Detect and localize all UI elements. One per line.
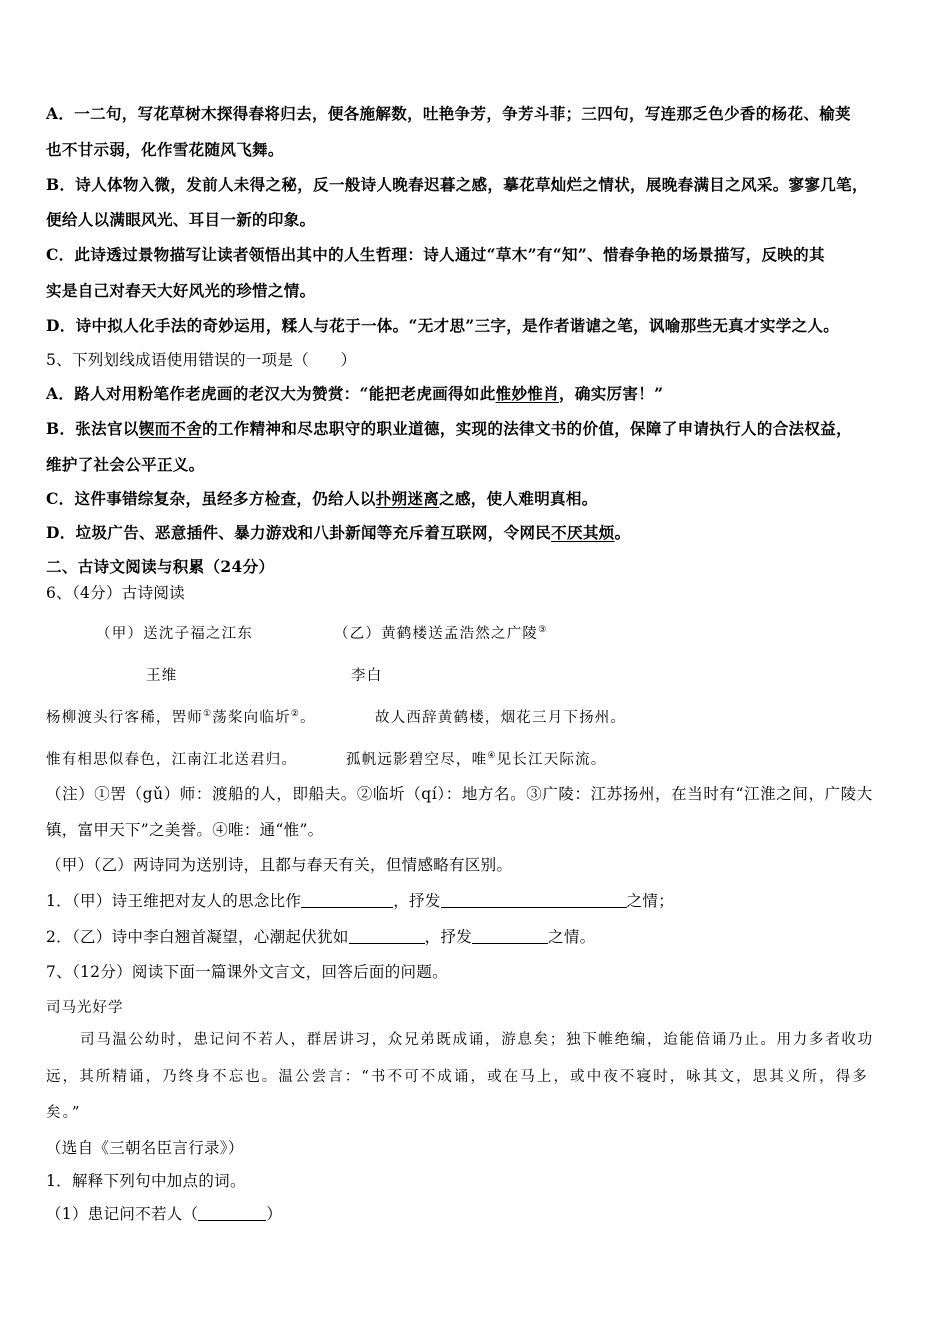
- q7-sub1-1-blank[interactable]: [198, 1205, 266, 1221]
- q5-option-c: [46, 487, 598, 509]
- poem-note-marker-4: ④: [487, 751, 497, 762]
- q4-option-c-line1: C．此诗透过景物描写让读者领悟出其中的人生哲理：诗人通过“草木”有“知”、惜春争艳的场景描写，反映的其: [46, 245, 825, 264]
- q5-option-a-tail: ，确实厉害！”: [559, 384, 664, 403]
- poem-note-marker-2: ②: [290, 709, 301, 720]
- poem-2-line-1: 故人西辞黄鹤楼，烟花三月下扬州。: [375, 710, 627, 726]
- q7-passage-title: 司马光好学: [46, 1000, 124, 1016]
- q6-sub2-text-c: 之情。: [548, 928, 596, 946]
- q5-option-c-text: C．这件事错综复杂，虽经多方检查，仍给人以: [46, 489, 376, 508]
- q7-passage-line-1: 司马温公幼时，患记问不若人，群居讲习，众兄弟既成诵，游息矣；独下帷绝编，迨能倍诵乃止。用力多者收功: [80, 1032, 874, 1048]
- q6-sub1-blank-1[interactable]: [301, 892, 393, 908]
- q6-sub2-blank-1[interactable]: [349, 928, 425, 944]
- q7-passage-line-3: 矣。”: [46, 1105, 82, 1121]
- poem-1-title: （甲）送沈子福之江东: [96, 626, 253, 642]
- q7-passage-line-2: 远，其所精诵，乃终身不忘也。温公尝言：“书不可不成诵，或在马上，或中夜不寝时，咏其文，思其义所，得多: [46, 1069, 869, 1085]
- q4-option-c-line2: 实是自己对春天大好风光的珍惜之情。: [46, 281, 316, 300]
- q5-option-c-tail: 之感，使人难明真相。: [439, 489, 598, 508]
- q7-sub-question-1-1: [46, 1202, 282, 1224]
- poem-2-title-text: （乙）黄鹤楼送孟浩然之广陵: [334, 626, 539, 642]
- q6-intro: （甲）（乙）两诗同为送别诗，且都与春天有关，但情感略有区别。: [46, 856, 513, 874]
- q5-option-c-idiom: 扑朔迷离: [375, 489, 440, 508]
- q6-sub2-blank-2[interactable]: [472, 928, 548, 944]
- q5-option-d-text: D．垃圾广告、恶意插件、暴力游戏和八卦新闻等充斥着互联网，令网民: [46, 523, 552, 542]
- q7-sub1-1-end: ）: [266, 1205, 283, 1223]
- q6-sub-question-2: [46, 925, 595, 947]
- q5-option-b-text: B．张法官以: [46, 419, 139, 438]
- poem-1-author: 王维: [146, 668, 178, 684]
- poem-2-line-2-text-b: 见长江天际流。: [496, 752, 607, 768]
- q6-stem: 6、（4分）古诗阅读: [46, 584, 185, 602]
- poem-note-marker-1: ①: [203, 709, 213, 720]
- poem-2-line-2-text: 孤帆远影碧空尽，唯: [346, 752, 488, 768]
- q6-notes-line-1: （注）①罟（gǔ）师：渡船的人，即船夫。②临圻（qí）：地方名。③广陵：江苏扬州，在当时有“江淮之间，广陵大: [46, 785, 873, 803]
- q5-option-a: [46, 382, 663, 404]
- q6-sub-question-1: [46, 889, 674, 911]
- q5-option-d-tail: 。: [614, 523, 631, 542]
- poem-2-note-marker: ③: [538, 625, 548, 636]
- q6-sub1-text: 1．（甲）诗王维把对友人的思念比作: [46, 892, 302, 910]
- q4-option-b-line1: B．诗人体物入微，发前人未得之秘，反一般诗人晚春迟暮之感，摹花草灿烂之情状，展晚春满目之风采。寥寥几笔，: [46, 175, 868, 194]
- poem-2-title: [334, 622, 547, 643]
- q5-option-a-text: A．路人对用粉笔作老虎画的老汉大为赞赏：“能把老虎画得如此: [46, 384, 496, 403]
- poem-1-line-1-text: 杨柳渡头行客稀，罟师: [46, 710, 203, 726]
- q5-option-b-line2: 维护了社会公平正义。: [46, 455, 205, 474]
- q5-option-b-tail: 的工作精神和尽忠职守的职业道德，实现的法律文书的价值，保障了申请执行人的合法权益，: [202, 419, 852, 438]
- q6-sub1-text-c: 之情；: [626, 892, 675, 910]
- poem-1-line-1: [46, 706, 316, 727]
- poem-1-line-2: 惟有相思似春色，江南江北送君归。: [46, 752, 298, 768]
- q7-sub-question-1: 1．解释下列句中加点的词。: [46, 1172, 246, 1190]
- poem-2-author: 李白: [351, 668, 383, 684]
- poem-1-line-1-text-b: 荡桨向临圻: [212, 710, 291, 726]
- q5-option-b: [46, 417, 852, 439]
- poem-1-line-1-end: 。: [300, 710, 316, 726]
- q5-stem: 5、下列划线成语使用错误的一项是（ ）: [46, 351, 357, 369]
- q4-option-a-line1: A．一二句，写花草树木探得春将归去，便各施解数，吐艳争芳，争芳斗菲；三四句，写连那乏色少香的杨花、榆荚: [46, 104, 851, 123]
- q4-option-a-line2: 也不甘示弱，化作雪花随风飞舞。: [46, 140, 284, 159]
- q5-option-a-idiom: 惟妙惟肖: [495, 384, 559, 403]
- q5-option-b-idiom: 锲而不舍: [138, 419, 203, 438]
- q7-sub1-1-text: （1）患记问不若人（: [46, 1205, 199, 1223]
- q4-option-d-line1: D．诗中拟人化手法的奇妙运用，糅人与花于一体。“无才思”三字，是作者谐谑之笔，讽喻那些无真才实学之人。: [46, 316, 840, 335]
- q7-source: （选自《三朝名臣言行录》）: [46, 1139, 244, 1157]
- q5-option-d: [46, 521, 630, 543]
- q4-option-b-line2: 便给人以满眼风光、耳目一新的印象。: [46, 210, 316, 229]
- section-2-title: 二、古诗文阅读与积累（24分）: [46, 557, 275, 576]
- q6-sub2-text-b: ，抒发: [424, 928, 473, 946]
- q5-option-d-idiom: 不厌其烦: [551, 523, 615, 542]
- poem-2-line-2: [346, 748, 607, 769]
- q6-sub1-text-b: ，抒发: [393, 892, 441, 910]
- q7-stem: 7、（12分）阅读下面一篇课外文言文，回答后面的问题。: [46, 963, 448, 981]
- q6-sub2-text: 2．（乙）诗中李白翘首凝望，心潮起伏犹如: [46, 928, 349, 946]
- q6-sub1-blank-2[interactable]: [441, 892, 627, 908]
- q6-notes-line-2: 镇，富甲天下”之美誉。④唯：通“惟”。: [46, 821, 324, 839]
